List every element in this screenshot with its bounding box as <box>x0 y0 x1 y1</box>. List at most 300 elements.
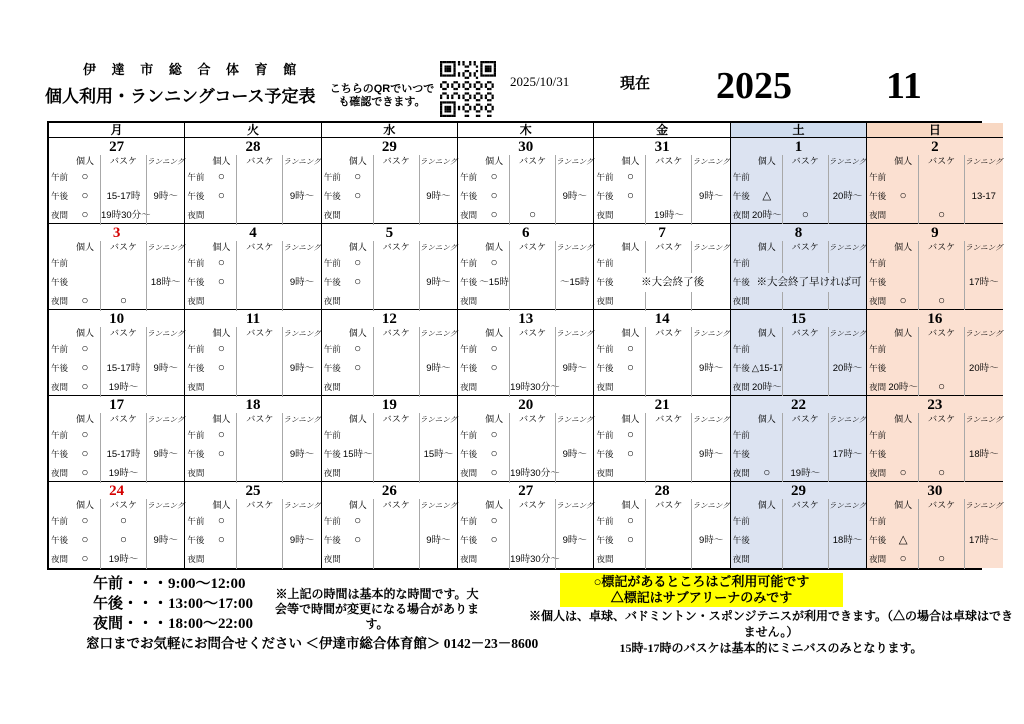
col-header-basuke: バスケ <box>645 241 691 254</box>
cell-running <box>419 254 457 273</box>
value-row <box>731 340 866 359</box>
row-label: 夜間 <box>323 468 341 478</box>
col-header-kojin: 個人 <box>621 156 640 166</box>
cell-running <box>555 512 593 531</box>
day-header-sun: 日 <box>867 123 1002 138</box>
row-label: 夜間 <box>323 296 341 306</box>
row-label-spacer <box>185 413 206 426</box>
cell-running <box>282 340 320 359</box>
date-number: 1 <box>794 139 803 155</box>
cell-kojin: ○ <box>81 467 89 479</box>
cell-basuke <box>100 168 146 187</box>
cell-running <box>691 378 729 397</box>
value-row <box>322 359 457 378</box>
cell-basuke <box>373 445 419 464</box>
col-header-kojin: 個人 <box>75 156 94 166</box>
cell-kojin: ○ <box>354 190 362 202</box>
col-header-basuke: バスケ <box>918 413 964 426</box>
value-row <box>322 168 457 187</box>
cell-basuke <box>918 273 964 292</box>
col-header-kojin: 個人 <box>348 500 367 510</box>
day-cell-12 <box>322 310 458 396</box>
cell-running <box>964 426 1002 445</box>
cell-kojin: ○ <box>490 429 498 441</box>
value-row <box>185 426 320 445</box>
year-number: 2025 <box>716 65 792 107</box>
sub-header-row <box>458 499 593 512</box>
row-label: 午前 <box>869 258 887 268</box>
sub-header-row <box>594 155 729 168</box>
cell-basuke <box>236 550 282 569</box>
cell-basuke <box>645 378 691 397</box>
value-row <box>731 464 866 483</box>
row-label-spacer <box>49 241 70 254</box>
value-row <box>49 187 184 206</box>
value-row <box>458 531 593 550</box>
as-of-label: 現在 <box>620 76 651 92</box>
cell-basuke <box>373 378 419 397</box>
cell-kojin <box>752 550 782 569</box>
cell-kojin: ○ <box>899 553 907 565</box>
sub-header-row <box>867 413 1002 426</box>
cell-kojin <box>615 464 645 483</box>
date-number: 25 <box>245 483 261 499</box>
value-row <box>185 292 320 311</box>
day-cell-13 <box>458 310 594 396</box>
row-label: 午後 <box>51 449 69 459</box>
col-header-kojin: 個人 <box>485 328 504 338</box>
cell-running <box>419 206 457 225</box>
value-row <box>185 445 320 464</box>
row-label-spacer <box>49 155 70 168</box>
col-header-basuke: バスケ <box>100 155 146 168</box>
cell-running <box>555 426 593 445</box>
value-row <box>49 273 184 292</box>
cell-kojin: ○ <box>490 515 498 527</box>
col-header-basuke: バスケ <box>782 327 828 340</box>
cell-running: 17時～ <box>828 445 866 464</box>
cell-basuke <box>645 254 691 273</box>
col-header-running: ランニング <box>692 157 730 166</box>
row-label: 午前 <box>460 172 478 182</box>
row-label: 夜間 <box>869 468 887 478</box>
value-row <box>731 292 866 311</box>
cell-kojin: 20時～ <box>752 210 782 221</box>
row-label: 午後 <box>869 363 887 373</box>
col-header-running: ランニング <box>692 243 730 252</box>
cell-basuke <box>236 531 282 550</box>
cell-kojin <box>752 254 782 273</box>
col-header-kojin: 個人 <box>75 328 94 338</box>
col-header-kojin: 個人 <box>757 242 776 252</box>
cell-basuke: 15-17時 <box>100 445 146 464</box>
cell-basuke <box>236 464 282 483</box>
cell-running: 9時～ <box>282 531 320 550</box>
row-label: 午前 <box>187 344 205 354</box>
date-number: 19 <box>381 397 397 413</box>
cell-basuke <box>645 531 691 550</box>
sub-header-row <box>594 327 729 340</box>
cell-running: 18時～ <box>964 445 1002 464</box>
value-row <box>731 445 866 464</box>
cell-running <box>555 292 593 311</box>
row-label-spacer <box>185 155 206 168</box>
row-label-spacer <box>731 413 752 426</box>
value-row <box>594 512 729 531</box>
date-number: 16 <box>927 311 943 327</box>
value-row <box>867 206 1002 225</box>
cell-basuke <box>509 359 555 378</box>
cell-kojin <box>888 254 918 273</box>
value-row <box>458 340 593 359</box>
sub-header-row <box>49 327 184 340</box>
row-label: 午前 <box>323 344 341 354</box>
col-header-basuke: バスケ <box>645 499 691 512</box>
time-legend-afternoon: 午後・・・13:00～17:00 <box>93 596 253 612</box>
sub-header-row <box>458 327 593 340</box>
col-header-kojin: 個人 <box>621 500 640 510</box>
cell-basuke <box>509 445 555 464</box>
cell-basuke <box>236 512 282 531</box>
usage-note-1: ※個人は、卓球、バドミントン・スポンジテニスが利用できます。（△の場合は卓球はできません。） <box>528 609 1014 639</box>
cell-kojin: 20時～ <box>752 382 782 393</box>
col-header-basuke: バスケ <box>782 241 828 254</box>
cell-running <box>146 206 184 225</box>
col-header-basuke: バスケ <box>509 499 555 512</box>
value-row <box>49 378 184 397</box>
cell-kojin: ○ <box>626 515 634 527</box>
col-header-kojin: 個人 <box>894 500 913 510</box>
cell-kojin: ○ <box>490 171 498 183</box>
cell-running: 9時～ <box>282 273 320 292</box>
value-row <box>867 426 1002 445</box>
col-header-kojin: 個人 <box>757 500 776 510</box>
row-label: 午前 <box>869 430 887 440</box>
cell-basuke <box>373 531 419 550</box>
sub-header-row <box>185 155 320 168</box>
cell-basuke: ○ <box>782 206 828 225</box>
value-row <box>867 340 1002 359</box>
col-header-running: ランニング <box>147 501 185 510</box>
cell-basuke: ○ <box>918 292 964 311</box>
value-row <box>322 206 457 225</box>
row-label: 夜間 <box>596 468 614 478</box>
value-row <box>322 426 457 445</box>
value-row <box>458 512 593 531</box>
row-label: 夜間 <box>51 468 69 478</box>
day-cell-17 <box>49 396 185 482</box>
cell-basuke <box>782 168 828 187</box>
date-number: 7 <box>658 225 666 241</box>
cell-kojin <box>888 445 918 464</box>
cell-kojin: ○ <box>81 515 89 527</box>
day-cell-2 <box>867 138 1002 224</box>
cell-kojin: ○ <box>354 276 362 288</box>
row-label: 午後 <box>323 449 341 459</box>
cell-basuke <box>918 359 964 378</box>
cell-kojin: ○ <box>217 515 225 527</box>
col-header-kojin: 個人 <box>621 328 640 338</box>
cell-kojin: ○ <box>81 362 89 374</box>
cell-running: ～15時 <box>555 273 593 292</box>
col-header-running: ランニング <box>147 329 185 338</box>
value-row <box>731 206 866 225</box>
cell-kojin: ○ <box>217 448 225 460</box>
row-label: 午前 <box>596 258 614 268</box>
col-header-kojin: 個人 <box>894 414 913 424</box>
sub-header-row <box>49 413 184 426</box>
row-label: 午前 <box>187 430 205 440</box>
cell-kojin: ○ <box>81 343 89 355</box>
row-label: 午後 <box>187 363 205 373</box>
cell-running: 9時～ <box>555 531 593 550</box>
value-row <box>867 359 1002 378</box>
row-label-spacer <box>458 241 479 254</box>
row-label: 夜間 <box>51 210 69 220</box>
cell-running <box>146 464 184 483</box>
cell-running: 9時～ <box>282 187 320 206</box>
row-label-spacer <box>867 327 888 340</box>
cell-kojin: ○ <box>81 295 89 307</box>
cell-running <box>691 292 729 311</box>
value-row <box>594 445 729 464</box>
col-header-kojin: 個人 <box>894 242 913 252</box>
cell-kojin: ○ <box>81 209 89 221</box>
value-row <box>594 168 729 187</box>
row-label: 午後 <box>51 277 69 287</box>
cell-running: 9時～ <box>419 273 457 292</box>
date-number: 29 <box>381 139 397 155</box>
day-cell-4 <box>185 224 321 310</box>
cell-basuke <box>509 273 555 292</box>
cell-running: 9時～ <box>146 359 184 378</box>
value-row <box>322 254 457 273</box>
cell-kojin <box>752 340 782 359</box>
col-header-running: ランニング <box>556 243 594 252</box>
cell-running <box>555 206 593 225</box>
col-header-kojin: 個人 <box>75 414 94 424</box>
legend-circle-note: ○標記があるところはご利用可能です <box>593 574 810 589</box>
cell-basuke: 15-17時 <box>100 359 146 378</box>
cell-kojin <box>752 512 782 531</box>
cell-kojin <box>70 273 100 292</box>
date-number: 22 <box>790 397 806 413</box>
value-row <box>458 187 593 206</box>
col-header-running: ランニング <box>692 501 730 510</box>
time-legend <box>93 574 253 634</box>
col-header-basuke: バスケ <box>509 413 555 426</box>
row-label: 午後 <box>732 535 750 545</box>
day-cell-28 <box>185 138 321 224</box>
day-cell-30 <box>867 482 1002 568</box>
cell-basuke: 19時～ <box>782 464 828 483</box>
cell-kojin: ○ <box>81 429 89 441</box>
row-label: 午後 <box>596 363 614 373</box>
cell-kojin <box>479 292 509 311</box>
cell-kojin <box>343 292 373 311</box>
cell-kojin <box>615 378 645 397</box>
date-number: 20 <box>518 397 534 413</box>
cell-basuke: ○ <box>918 464 964 483</box>
col-header-running: ランニング <box>419 329 458 338</box>
sub-header-row <box>322 413 457 426</box>
cell-kojin: △ <box>898 534 908 546</box>
value-row <box>458 273 593 292</box>
date-number: 31 <box>654 139 670 155</box>
cell-basuke <box>373 292 419 311</box>
row-label: 夜間 <box>596 554 614 564</box>
value-row <box>731 426 866 445</box>
sub-header-row <box>867 241 1002 254</box>
row-label: 夜間 <box>596 382 614 392</box>
col-header-basuke: バスケ <box>236 327 282 340</box>
row-label-spacer <box>322 241 343 254</box>
row-label-spacer <box>594 499 615 512</box>
cell-running: 9時～ <box>282 359 320 378</box>
row-label: 夜間 <box>869 296 887 306</box>
cell-kojin: ○ <box>626 190 634 202</box>
cell-running <box>828 464 866 483</box>
col-header-running: ランニング <box>556 501 594 510</box>
cell-basuke <box>373 464 419 483</box>
col-header-kojin: 個人 <box>212 414 231 424</box>
cell-running: 9時～ <box>555 187 593 206</box>
cell-running <box>691 340 729 359</box>
cell-running <box>146 550 184 569</box>
value-row <box>458 445 593 464</box>
date-number: 28 <box>245 139 261 155</box>
cell-kojin: ○ <box>490 534 498 546</box>
cell-basuke <box>645 512 691 531</box>
row-label: 午前 <box>460 344 478 354</box>
row-label-spacer <box>322 155 343 168</box>
cell-kojin: ○ <box>626 429 634 441</box>
value-row <box>49 359 184 378</box>
row-label: 夜間 <box>323 210 341 220</box>
value-row <box>594 254 729 273</box>
cell-running <box>146 340 184 359</box>
cell-basuke <box>373 254 419 273</box>
row-label: 午前 <box>51 344 69 354</box>
date-number: 24 <box>109 483 125 499</box>
col-header-running: ランニング <box>828 329 867 338</box>
cell-basuke <box>645 445 691 464</box>
cell-kojin: ○ <box>217 343 225 355</box>
date-number: 29 <box>790 483 806 499</box>
day-cell-3 <box>49 224 185 310</box>
cell-kojin: ○ <box>217 362 225 374</box>
cell-running: 17時～ <box>964 273 1002 292</box>
cell-basuke <box>236 445 282 464</box>
date-number: 17 <box>109 397 125 413</box>
tournament-note: ※大会終了早ければ可 <box>756 276 862 288</box>
cell-running: 9時～ <box>691 187 729 206</box>
value-row <box>731 359 866 378</box>
qr-note <box>326 83 438 109</box>
day-cell-14 <box>594 310 730 396</box>
value-row <box>185 378 320 397</box>
value-row <box>322 292 457 311</box>
cell-basuke <box>236 426 282 445</box>
col-header-running: ランニング <box>147 415 185 424</box>
cell-kojin <box>752 445 782 464</box>
cell-basuke <box>645 340 691 359</box>
cell-running: 9時～ <box>282 445 320 464</box>
cell-basuke <box>918 512 964 531</box>
cell-kojin <box>343 464 373 483</box>
col-header-basuke: バスケ <box>645 413 691 426</box>
cell-kojin: ○ <box>490 209 498 221</box>
cell-kojin: ○ <box>81 381 89 393</box>
col-header-basuke: バスケ <box>373 499 419 512</box>
cell-kojin <box>343 378 373 397</box>
cell-kojin: ○ <box>354 257 362 269</box>
col-header-running: ランニング <box>283 243 321 252</box>
cell-kojin: ○ <box>490 257 498 269</box>
cell-running <box>282 464 320 483</box>
col-header-basuke: バスケ <box>645 155 691 168</box>
row-label: 夜間 <box>869 554 887 564</box>
row-label: 夜間 <box>460 554 478 564</box>
cell-basuke <box>509 426 555 445</box>
value-row <box>458 464 593 483</box>
cell-kojin: ○ <box>626 171 634 183</box>
col-header-running: ランニング <box>147 243 185 252</box>
col-header-running: ランニング <box>965 243 1003 252</box>
day-header-weekday: 水 <box>322 123 458 138</box>
col-header-basuke: バスケ <box>782 155 828 168</box>
cell-basuke <box>918 340 964 359</box>
row-label: 午後 <box>323 277 341 287</box>
cell-running <box>146 292 184 311</box>
col-header-basuke: バスケ <box>918 241 964 254</box>
value-row <box>185 531 320 550</box>
cell-kojin: ○ <box>490 190 498 202</box>
cell-basuke: ○ <box>918 550 964 569</box>
col-header-basuke: バスケ <box>236 499 282 512</box>
value-row <box>322 378 457 397</box>
row-label: 夜間 <box>51 382 69 392</box>
cell-running <box>419 340 457 359</box>
value-row <box>594 550 729 569</box>
month-number: 11 <box>886 65 922 107</box>
sub-header-row <box>458 155 593 168</box>
value-row <box>867 531 1002 550</box>
cell-kojin <box>615 292 645 311</box>
value-row <box>322 464 457 483</box>
cell-running: 18時～ <box>146 273 184 292</box>
col-header-kojin: 個人 <box>75 500 94 510</box>
col-header-running: ランニング <box>965 157 1003 166</box>
value-row <box>458 426 593 445</box>
row-label: 夜間 <box>51 554 69 564</box>
cell-basuke <box>373 206 419 225</box>
day-cell-15 <box>731 310 867 396</box>
cell-basuke: ○ <box>918 378 964 397</box>
value-row <box>458 206 593 225</box>
cell-kojin: ○ <box>81 534 89 546</box>
row-label: 夜間 <box>596 296 614 306</box>
date-number: 27 <box>109 139 125 155</box>
cell-running <box>828 168 866 187</box>
col-header-kojin: 個人 <box>348 414 367 424</box>
col-header-kojin: 個人 <box>348 156 367 166</box>
row-label: 午後 <box>323 535 341 545</box>
col-header-kojin: 個人 <box>757 414 776 424</box>
cell-kojin: ○ <box>354 534 362 546</box>
cell-running <box>555 254 593 273</box>
sub-header-row <box>49 155 184 168</box>
